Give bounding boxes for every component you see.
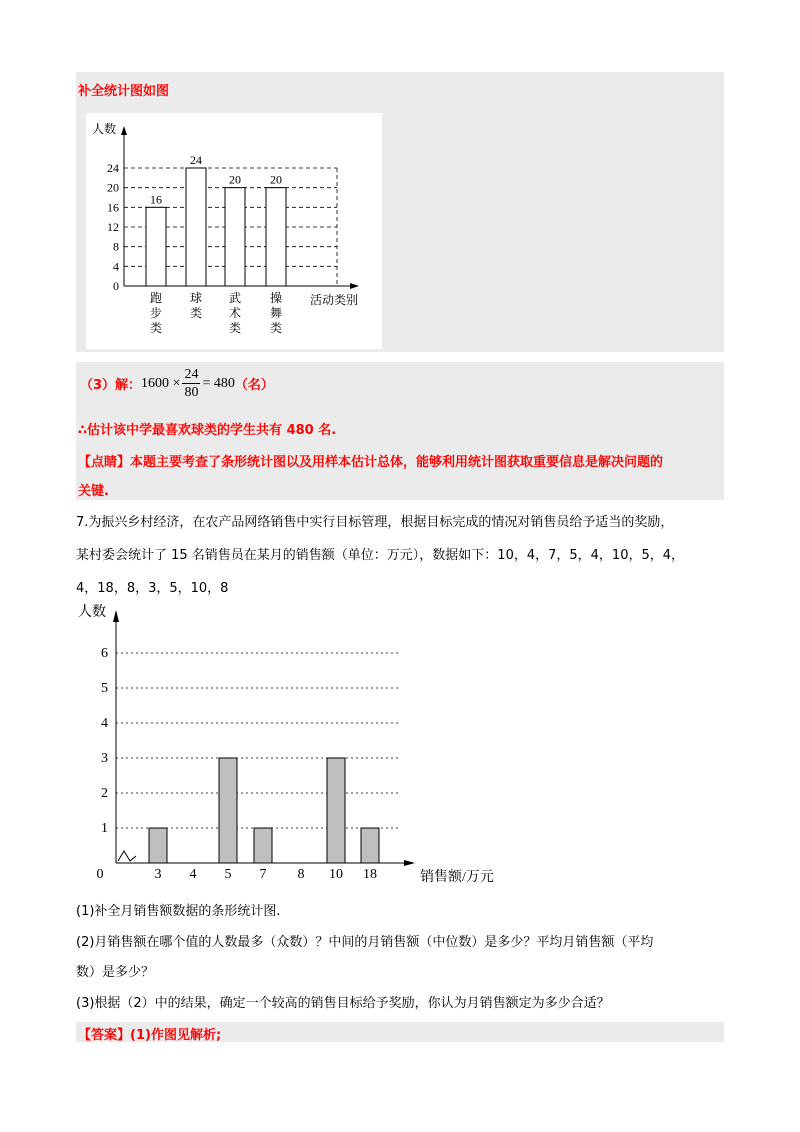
category-label-3-char-3: 类 <box>228 321 242 335</box>
calc-numerator: 24 <box>184 367 199 382</box>
stem-line-2: 某村委会统计了 15 名销售员在某月的销售额（单位：万元），数据如下：10，4，7，5，4，10，5，4， <box>76 548 685 563</box>
category-label-2-char-2: 类 <box>189 306 203 320</box>
y-tick-label-6: 6 <box>101 646 108 661</box>
calc-result: = 480 <box>202 375 235 391</box>
y-tick-label-3: 3 <box>101 751 108 766</box>
sales-chart-svg <box>68 598 508 888</box>
x-axis-arrow <box>404 860 415 866</box>
category-label-3-char-1: 武 <box>228 291 242 305</box>
bar-value-label-2: 24 <box>190 153 202 167</box>
category-label-1-char-2: 步 <box>149 306 163 320</box>
bar-value-label-1: 16 <box>150 192 162 207</box>
axis-break-mark <box>118 851 136 861</box>
origin-label: 0 <box>96 867 104 882</box>
bar-4 <box>266 188 286 286</box>
y-tick-label-4: 4 <box>113 259 119 274</box>
completed-chart-note: 补全统计图如图 <box>78 84 170 99</box>
x-axis-arrow <box>350 283 359 289</box>
category-label-3-char-2: 术 <box>228 306 242 320</box>
bar-value-label-3: 20 <box>229 172 241 187</box>
bar-value-label-4: 20 <box>270 172 282 187</box>
y-axis-arrow <box>121 126 127 135</box>
x-axis-title: 销售额/万元 <box>420 870 494 885</box>
sub-question-3: (3)根据（2）中的结果，确定一个较高的销售目标给予奖励，你认为月销售额定为多少合适？ <box>76 996 610 1011</box>
x-axis-title: 活动类别 <box>310 293 359 307</box>
y-axis-arrow <box>113 610 119 622</box>
bar-18 <box>361 828 379 863</box>
y-tick-label-0: 0 <box>113 279 119 293</box>
calc-fraction <box>182 366 200 401</box>
y-tick-label-4: 4 <box>101 716 108 731</box>
y-tick-label-1: 1 <box>101 821 108 836</box>
y-tick-label-16: 16 <box>107 200 119 215</box>
y-tick-label-20: 20 <box>107 180 119 195</box>
y-tick-label-2: 2 <box>101 786 108 801</box>
calc-lhs: 1600 × <box>141 375 181 391</box>
comment-line-2: 关键. <box>78 484 109 499</box>
conclusion: ∴估计该中学最喜欢球类的学生共有 480 名. <box>78 423 337 438</box>
bar-3 <box>149 828 167 863</box>
y-tick-label-5: 5 <box>101 681 108 696</box>
y-tick-label-8: 8 <box>113 239 119 254</box>
category-label-4-char-2: 舞 <box>269 306 283 320</box>
x-tick-label-3: 3 <box>154 867 162 882</box>
category-label-1-char-3: 类 <box>149 321 163 335</box>
answer-line <box>78 1024 221 1043</box>
activity-chart <box>86 113 382 349</box>
bar-1 <box>146 207 166 286</box>
y-axis-title: 人数 <box>92 122 117 136</box>
comment-line-1: 【点睛】本题主要考查了条形统计图以及用样本估计总体，能够利用统计图获取重要信息是解决问题的 <box>78 455 664 470</box>
x-tick-label-8: 8 <box>297 867 305 882</box>
y-tick-label-24: 24 <box>107 161 119 175</box>
category-label-4-char-1: 操 <box>269 291 283 305</box>
bar-5 <box>219 758 237 863</box>
bar-2 <box>186 168 206 286</box>
x-tick-label-5: 5 <box>224 867 232 882</box>
category-label-2-char-1: 球 <box>189 291 203 305</box>
y-axis-title: 人数 <box>78 605 106 620</box>
calc-unit: （名） <box>234 378 274 393</box>
x-tick-label-18: 18 <box>363 867 377 882</box>
x-tick-label-7: 7 <box>259 867 267 882</box>
stem-line-1: 7.为振兴乡村经济，在农产品网络销售中实行目标管理，根据目标完成的情况对销售员给予适当的奖励， <box>76 515 674 530</box>
bar-7 <box>254 828 272 863</box>
solution-line <box>80 366 274 401</box>
calc-denominator: 80 <box>184 385 199 400</box>
answer-text: (1)作图见解析; <box>130 1028 222 1043</box>
category-label-4-char-3: 类 <box>269 321 283 335</box>
sub-question-2-line-2: 数）是多少？ <box>76 965 155 980</box>
category-label-1-char-1: 跑 <box>149 291 163 305</box>
answer-label: 【答案】 <box>78 1028 131 1043</box>
x-tick-label-4: 4 <box>189 867 197 882</box>
x-tick-label-10: 10 <box>329 867 343 882</box>
sub-question-1: (1)补全月销售额数据的条形统计图. <box>76 904 281 919</box>
sub-question-2-line-1: (2)月销售额在哪个值的人数最多（众数）？中间的月销售额（中位数）是多少？平均月销售额（平均 <box>76 935 654 950</box>
bar-3 <box>225 188 245 286</box>
stem-line-3: 4，18，8，3，5，10，8 <box>76 581 229 596</box>
sales-chart <box>68 598 508 888</box>
question-7-stem <box>76 506 724 605</box>
bar-10 <box>327 758 345 863</box>
activity-chart-svg <box>86 113 382 349</box>
y-tick-label-12: 12 <box>107 220 119 234</box>
solution-label: （3）解： <box>80 378 142 393</box>
